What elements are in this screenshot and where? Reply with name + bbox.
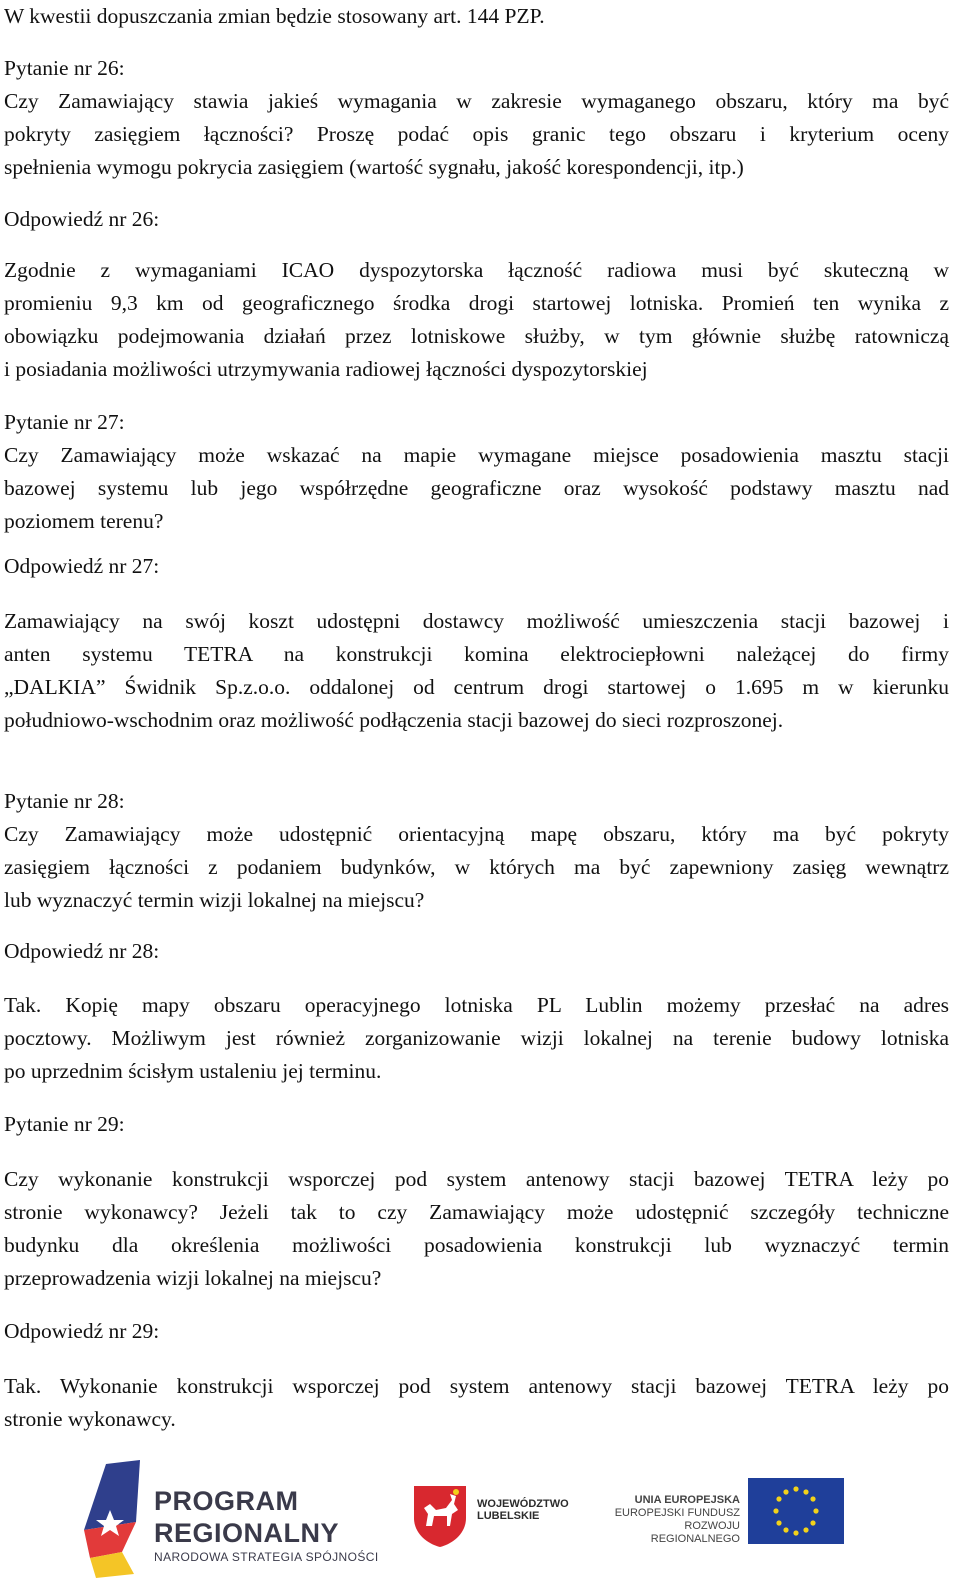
woj-line-1: WOJEWÓDZTWO xyxy=(477,1498,569,1510)
answer-26-line: obowiązku podejmowania działań przez lotniskowe służby, w tym głównie służbę ratowniczą xyxy=(4,324,949,348)
question-29-line: Czy wykonanie konstrukcji wsporczej pod system antenowy stacji bazowej TETRA leży po xyxy=(4,1167,949,1191)
question-28-line: Czy Zamawiający może udostępnić orientacyjną mapę obszaru, który ma być pokryty xyxy=(4,822,949,846)
eu-flag-icon xyxy=(748,1478,844,1544)
lubelskie-coat-of-arms-icon xyxy=(412,1484,468,1548)
question-27 xyxy=(4,406,949,538)
question-28-line: lub wyznaczyć termin wizji lokalnej na miejscu? xyxy=(4,888,425,912)
question-28 xyxy=(4,785,949,917)
program-subtitle: NARODOWA STRATEGIA SPÓJNOŚCI xyxy=(154,1550,379,1564)
intro-line: W kwestii dopuszczania zmian będzie stosowany art. 144 PZP. xyxy=(4,4,545,28)
question-29-line: budynku dla określenia możliwości posadowienia konstrukcji lub wyznaczyć termin xyxy=(4,1233,949,1257)
answer-27 xyxy=(4,605,949,737)
question-26-line: spełnienia wymogu pokrycia zasięgiem (wartość sygnału, jakość korespondencji, itp.) xyxy=(4,155,744,179)
program-line-2: REGIONALNY xyxy=(154,1518,340,1548)
question-28-line: zasięgiem łączności z podaniem budynków, w których ma być zapewniony zasięg wewnątrz xyxy=(4,855,949,879)
question-26-line: pokryty zasięgiem łączności? Proszę podać opis granic tego obszaru i kryterium oceny xyxy=(4,122,949,146)
answer-29-line: Tak. Wykonanie konstrukcji wsporczej pod system antenowy stacji bazowej TETRA leży po xyxy=(4,1374,949,1398)
question-26 xyxy=(4,52,949,184)
answer-29 xyxy=(4,1370,949,1436)
answer-29-label: Odpowiedź nr 29: xyxy=(4,1319,160,1343)
answer-28-line: Tak. Kopię mapy obszaru operacyjnego lotniska PL Lublin możemy przesłać na adres xyxy=(4,993,949,1017)
answer-28 xyxy=(4,989,949,1088)
woj-line-2: LUBELSKIE xyxy=(477,1510,540,1522)
answer-27-line: anten systemu TETRA na konstrukcji komina elektrociepłowni należącej do firmy xyxy=(4,642,949,666)
answer-27-label: Odpowiedź nr 27: xyxy=(4,554,160,578)
question-27-line: Czy Zamawiający może wskazać na mapie wymagane miejsce posadowienia masztu stacji xyxy=(4,443,949,467)
answer-29-line: stronie wykonawcy. xyxy=(4,1407,176,1431)
intro-paragraph xyxy=(4,0,949,33)
footer-logos xyxy=(0,1450,960,1582)
answer-26-line: i posiadania możliwości utrzymywania radiowej łączności dyspozytorskiej xyxy=(4,357,648,381)
answer-26-line: promieniu 9,3 km od geograficznego środka drogi startowej lotniska. Promień ten wynika z xyxy=(4,291,949,315)
ue-line-3: ROZWOJU REGIONALNEGO xyxy=(650,1520,740,1545)
answer-28-label: Odpowiedź nr 28: xyxy=(4,939,160,963)
answer-28-line: po uprzednim ścisłym ustaleniu jej terminu. xyxy=(4,1059,382,1083)
question-26-label: Pytanie nr 26: xyxy=(4,56,125,80)
question-28-label: Pytanie nr 28: xyxy=(4,789,125,813)
question-29-line: stronie wykonawcy? Jeżeli tak to czy Zamawiający może udostępnić szczegóły techniczne xyxy=(4,1200,949,1224)
answer-28-line: pocztowy. Możliwym jest również zorganizowanie wizji lokalnej na terenie budowy lotniska xyxy=(4,1026,949,1050)
question-29-label: Pytanie nr 29: xyxy=(4,1112,125,1136)
answer-27-line: „DALKIA” Świdnik Sp.z.o.o. oddalonej od centrum drogi startowej o 1.695 m w kierunku xyxy=(4,675,949,699)
answer-26-line: Zgodnie z wymaganiami ICAO dyspozytorska łączność radiowa musi być skuteczną w xyxy=(4,258,949,282)
ue-line-1: UNIA EUROPEJSKA xyxy=(634,1494,740,1506)
ue-line-2: EUROPEJSKI FUNDUSZ xyxy=(614,1507,740,1519)
question-27-line: poziomem terenu? xyxy=(4,509,164,533)
program-line-1: PROGRAM xyxy=(154,1486,299,1516)
answer-27-line: południowo-wschodnim oraz możliwość podłączenia stacji bazowej do sieci rozproszonej. xyxy=(4,708,784,732)
question-27-line: bazowej systemu lub jego współrzędne geograficzne oraz wysokość podstawy masztu nad xyxy=(4,476,949,500)
answer-27-line: Zamawiający na swój koszt udostępni dostawcy możliwość umieszczenia stacji bazowej i xyxy=(4,609,949,633)
question-29 xyxy=(4,1163,949,1295)
program-regionalny-logo-icon xyxy=(76,1460,148,1578)
question-29-line: przeprowadzenia wizji lokalnej na miejscu? xyxy=(4,1266,382,1290)
answer-26 xyxy=(4,254,949,386)
question-27-label: Pytanie nr 27: xyxy=(4,410,125,434)
answer-26-label: Odpowiedź nr 26: xyxy=(4,207,160,231)
question-26-line: Czy Zamawiający stawia jakieś wymagania w zakresie wymaganego obszaru, który ma być xyxy=(4,89,949,113)
